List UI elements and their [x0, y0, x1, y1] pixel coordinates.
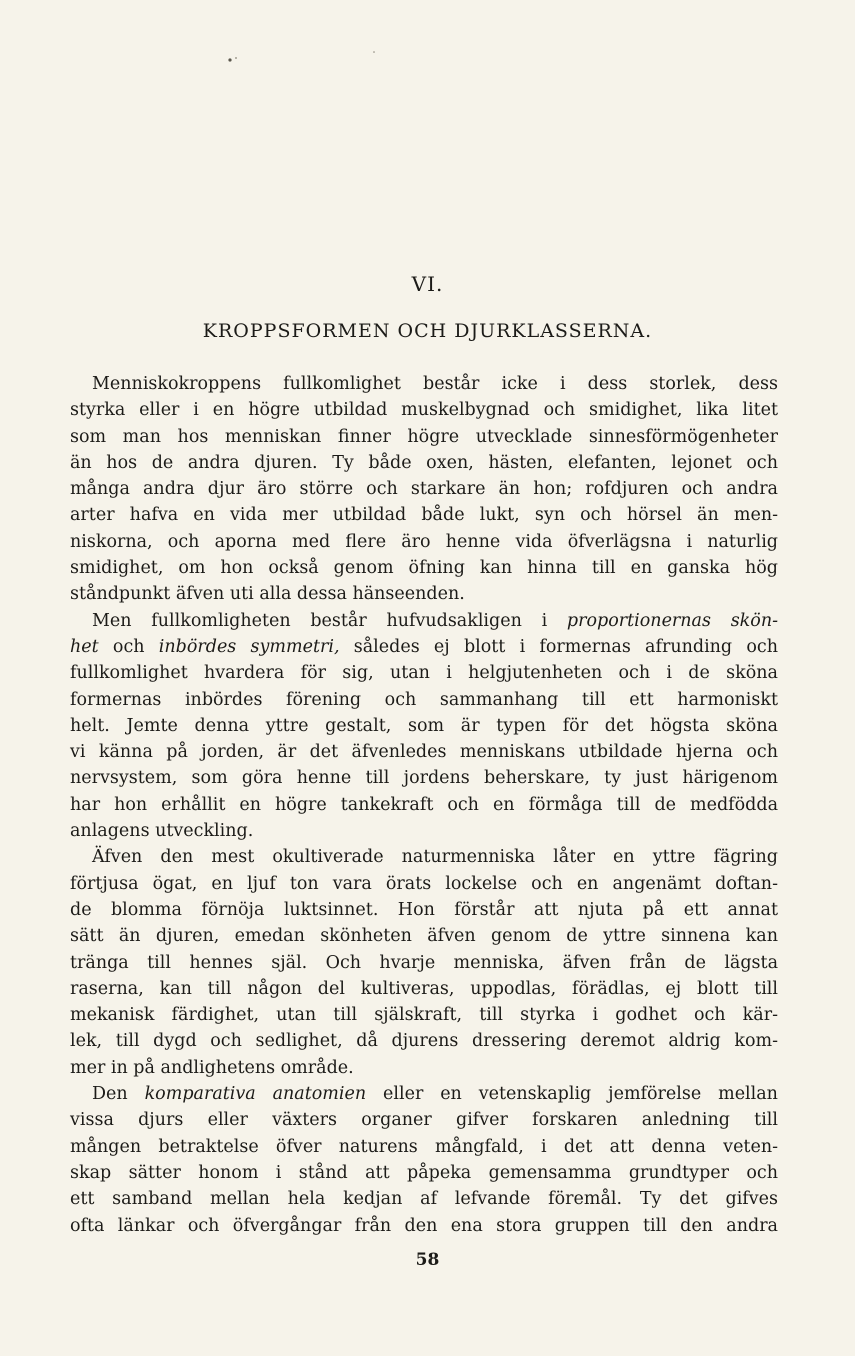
text-line: helt. Jemte denna yttre gestalt, som är typen för det högsta sköna — [70, 715, 778, 736]
text-line: tränga till hennes själ. Och hvarje menniska, äfven från de lägsta — [70, 952, 778, 973]
text-line: som man hos menniskan finner högre utvecklade sinnesförmögenheter — [70, 426, 778, 447]
text-line: skap sätter honom i stånd att påpeka gemensamma grundtyper och — [70, 1162, 778, 1183]
paragraph-4 — [70, 1081, 778, 1239]
italic-term: komparativa anatomien — [144, 1084, 367, 1105]
text-line — [70, 634, 778, 660]
text-line: anlagens utveckling. — [70, 821, 254, 842]
text-line — [70, 608, 778, 634]
text-line — [70, 1081, 778, 1107]
text-line: ofta länkar och öfvergångar från den ena stora gruppen till den andra — [70, 1215, 778, 1236]
text-line: Menniskokroppens fullkomlighet består icke i dess storlek, dess — [92, 374, 778, 394]
text-span: Men fullkomligheten består hufvudsakligen i — [92, 610, 548, 631]
paragraph-2 — [70, 608, 778, 845]
text-line: nervsystem, som göra henne till jordens beherskare, ty just härigenom — [70, 768, 778, 789]
body-text — [70, 371, 778, 1239]
text-line: formernas inbördes förening och sammanhang till ett harmoniskt — [70, 689, 778, 710]
paragraph-3 — [70, 844, 778, 1081]
text-line: styrka eller i en högre utbildad muskelbygnad och smidighet, lika litet — [70, 400, 778, 421]
text-line: ett samband mellan hela kedjan af lefvande föremål. Ty det gifves — [70, 1189, 778, 1210]
text-span: och — [112, 636, 145, 657]
text-line: ståndpunkt äfven uti alla dessa hänseenden. — [70, 584, 465, 605]
text-line: lek, till dygd och sedlighet, då djurens dressering deremot aldrig kom- — [70, 1031, 778, 1052]
italic-term: het — [70, 636, 99, 657]
chapter-number: VI. — [411, 272, 444, 296]
text-line: vissa djurs eller växters organer gifver forskaren anledning till — [70, 1110, 778, 1131]
text-span: Den — [92, 1084, 128, 1105]
text-line: många andra djur äro större och starkare än hon; rofdjuren och andra — [70, 479, 778, 500]
text-line: fullkomlighet hvardera för sig, utan i helgjutenheten och i de sköna — [70, 663, 778, 684]
text-line: smidighet, om hon också genom öfning kan hinna till en ganska hög — [70, 558, 778, 579]
text-line: raserna, kan till någon del kultiveras, uppodlas, förädlas, ej blott till — [70, 978, 778, 999]
text-line: än hos de andra djuren. Ty både oxen, hästen, elefanten, lejonet och — [70, 452, 778, 473]
text-line: mekanisk färdighet, utan till själskraft, till styrka i godhet och kär- — [70, 1005, 778, 1026]
text-line: mången betraktelse öfver naturens mångfald, i det att denna veten- — [70, 1136, 778, 1157]
text-line: arter hafva en vida mer utbildad både lukt, syn och hörsel än men- — [70, 505, 778, 526]
italic-term: proportionernas skön- — [566, 610, 778, 631]
text-line: niskorna, och aporna med flere äro henne vida öfverlägsna i naturlig — [70, 531, 778, 552]
text-span: således ej blott i formernas afrunding och — [353, 636, 778, 657]
text-span: eller en vetenskaplig jemförelse mellan — [383, 1084, 778, 1105]
text-line: har hon erhållit en högre tankekraft och en förmåga till de medfödda — [70, 794, 778, 815]
ink-specks — [222, 48, 382, 68]
italic-term: inbördes symmetri, — [158, 636, 340, 657]
text-line: Äfven den mest okultiverade naturmenniska låter en yttre fägring — [92, 847, 778, 868]
text-line: förtjusa ögat, en ljuf ton vara örats lockelse och en angenämt doftan- — [70, 873, 778, 894]
chapter-title: KROPPSFORMEN OCH DJURKLASSERNA. — [202, 320, 653, 342]
text-line: mer in på andlighetens område. — [70, 1057, 354, 1078]
paragraph-1 — [70, 371, 778, 608]
text-line: vi känna på jorden, är det äfvenledes menniskans utbildade hjerna och — [70, 742, 778, 763]
text-line: de blomma förnöja luktsinnet. Hon förstår att njuta på ett annat — [70, 899, 778, 920]
text-line: sätt än djuren, emedan skönheten äfven genom de yttre sinnena kan — [70, 926, 778, 947]
page-number: 58 — [415, 1250, 440, 1270]
